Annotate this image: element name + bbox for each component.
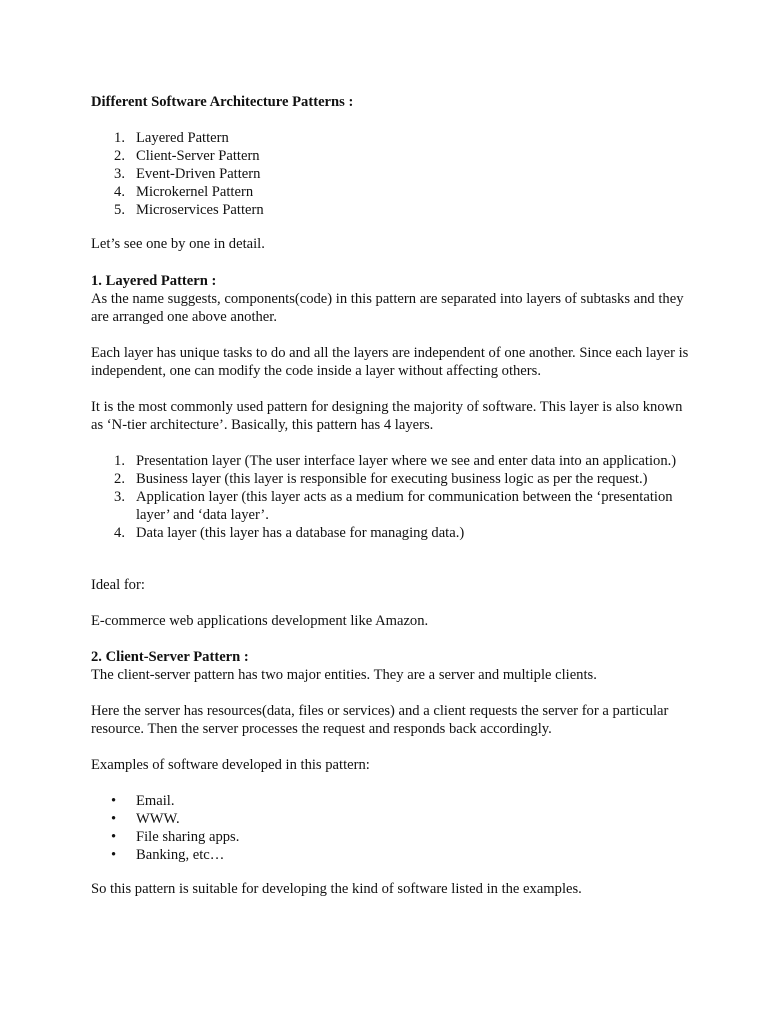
bullet-icon: • xyxy=(111,811,117,827)
list-item: • WWW. xyxy=(111,811,180,827)
client-server-heading: 2. Client-Server Pattern : xyxy=(91,649,249,665)
ideal-for-label: Ideal for: xyxy=(91,577,145,593)
layers-list xyxy=(91,452,691,542)
list-item: 4. Data layer (this layer has a database for managing data.) xyxy=(114,525,465,541)
list-item: 1. Layered Pattern xyxy=(114,130,229,146)
client-server-paragraph-2: Here the server has resources(data, files or services) and a client requests the server for a particular resource. Then the server processes the request and responds back accordingly. xyxy=(91,703,669,737)
list-item: 4. Microkernel Pattern xyxy=(114,184,254,200)
layered-paragraph-3: It is the most commonly used pattern for designing the majority of software. This layer is also known as ‘N-tier architecture’. Basically, this pattern has 4 layers. xyxy=(91,399,683,433)
client-server-paragraph-1: The client-server pattern has two major entities. They are a server and multiple clients. xyxy=(91,667,597,683)
list-item: 1. Presentation layer (The user interface layer where we see and enter data into an application.) xyxy=(114,453,677,469)
list-item: • File sharing apps. xyxy=(111,829,240,845)
layered-paragraph-1: As the name suggests, components(code) in this pattern are separated into layers of subtasks and they are arranged one above another. xyxy=(91,291,684,325)
intro-text: Let’s see one by one in detail. xyxy=(91,236,265,252)
closing-text: So this pattern is suitable for developing the kind of software listed in the examples. xyxy=(91,881,582,897)
examples-list xyxy=(91,792,691,864)
bullet-icon: • xyxy=(111,829,117,845)
list-item: 2. Business layer (this layer is responsible for executing business logic as per the request.) xyxy=(114,471,648,487)
list-item: 5. Microservices Pattern xyxy=(114,202,264,218)
layered-heading: 1. Layered Pattern : xyxy=(91,273,217,289)
ideal-for-text: E-commerce web applications development like Amazon. xyxy=(91,613,429,629)
layered-paragraph-2: Each layer has unique tasks to do and all the layers are independent of one another. Since each layer is independent, one can modify the code inside a layer without affecting others. xyxy=(91,345,689,379)
document-title: Different Software Architecture Patterns : xyxy=(91,94,354,110)
list-item: • Banking, etc… xyxy=(111,847,225,863)
bullet-icon: • xyxy=(111,847,117,863)
list-item: 3. Event-Driven Pattern xyxy=(114,166,261,182)
list-item: • Email. xyxy=(111,793,175,809)
examples-label: Examples of software developed in this pattern: xyxy=(91,757,370,773)
bullet-icon: • xyxy=(111,793,117,809)
list-item: 3. Application layer (this layer acts as a medium for communication between the ‘presentation layer’ and ‘data layer’. xyxy=(114,489,673,523)
patterns-list xyxy=(91,129,691,219)
list-item: 2. Client-Server Pattern xyxy=(114,148,260,164)
